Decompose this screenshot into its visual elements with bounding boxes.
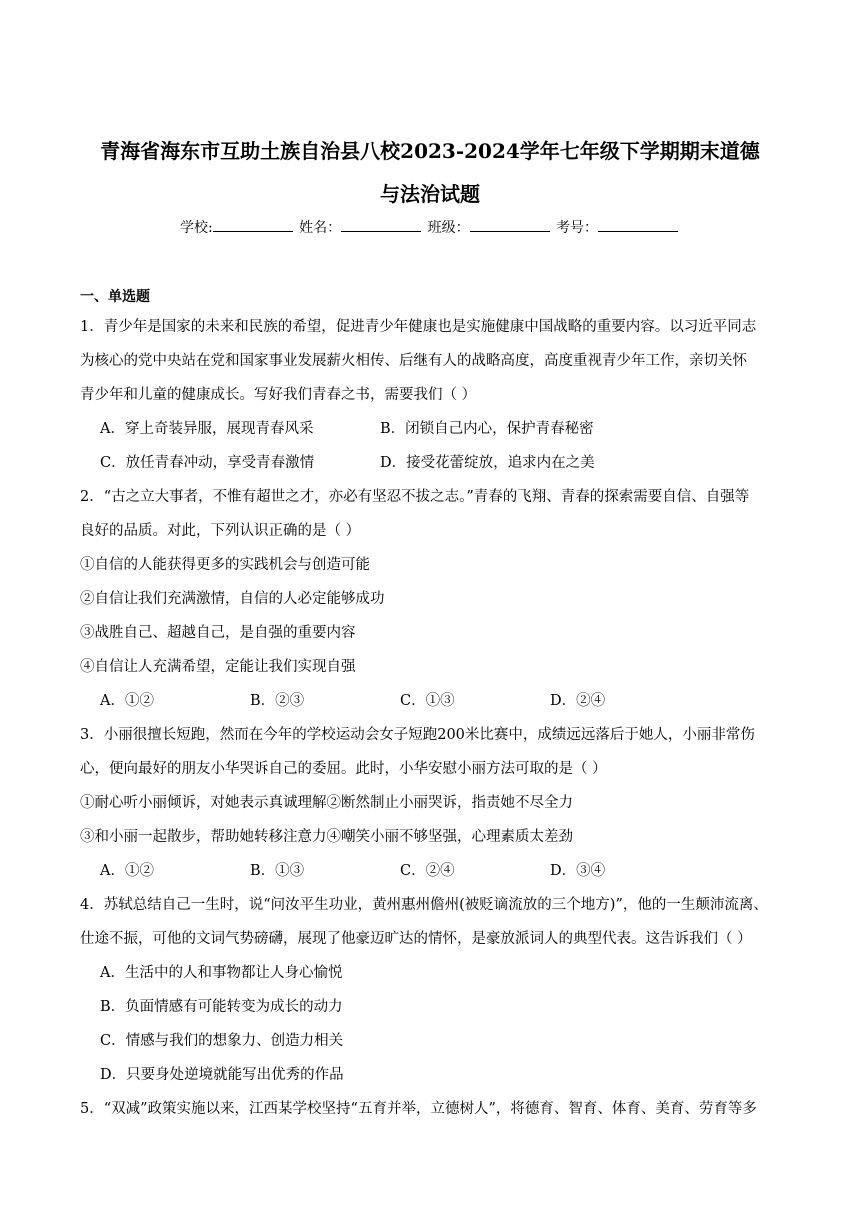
q2-text-line: 2．“古之立大事者，不惟有超世之才，亦必有坚忍不拔之志。”青春的飞翔、青春的探索需要自信、自强等 (80, 489, 750, 505)
student-info-row (0, 217, 860, 239)
q3-text-line: 3．小丽很擅长短跑，然而在今年的学校运动会女子短跑200米比赛中，成绩远远落后于她人，小丽非常伤 (80, 727, 755, 743)
school-label: 学校: (179, 220, 213, 236)
q2-option-b[interactable]: B．②③ (250, 693, 305, 709)
questions-body (80, 310, 780, 1126)
q1-text-line: 1．青少年是国家的未来和民族的希望，促进青少年健康也是实施健康中国战略的重要内容。以习近平同志 (80, 319, 757, 335)
q4-text-line: 仕途不振，可他的文词气势磅礴，展现了他豪迈旷达的情怀，是豪放派词人的典型代表。这告诉我们（ ） (80, 931, 752, 947)
exam-title-line1: 青海省海东市互助土族自治县八校2023-2024学年七年级下学期期末道德 (100, 139, 760, 163)
section-heading: 一、单选题 (80, 289, 150, 305)
q5-text-line: 5．“双减”政策实施以来，江西某学校坚持“五育并举，立德树人”，将德育、智育、体育、美育、劳育等多 (80, 1101, 757, 1117)
q2-text-line: 良好的品质。对此，下列认识正确的是（ ） (80, 523, 361, 539)
q2-option-d[interactable]: D．②④ (550, 693, 606, 709)
q4-option-b[interactable]: B．负面情感有可能转变为成长的动力 (100, 999, 343, 1015)
q4-text-line: 4．苏轼总结自己一生时，说“问汝平生功业，黄州惠州儋州(被贬谪流放的三个地方)”，他的一生颠沛流离、 (80, 897, 768, 913)
q2-statement: ④自信让人充满希望，定能让我们实现自强 (80, 659, 356, 675)
q3-option-c[interactable]: C．②④ (400, 863, 455, 879)
q1-text-line: 青少年和儿童的健康成长。写好我们青春之书，需要我们（ ） (80, 387, 477, 403)
q4-option-a[interactable]: A．生活中的人和事物都让人身心愉悦 (100, 965, 343, 981)
q1-option-b[interactable]: B．闭锁自己内心，保护青春秘密 (380, 421, 594, 437)
q3-text-line: 心，便向最好的朋友小华哭诉自己的委屈。此时，小华安慰小丽方法可取的是（ ） (80, 761, 607, 777)
q3-option-b[interactable]: B．①③ (250, 863, 305, 879)
q1-option-c[interactable]: C．放任青春冲动，享受青春激情 (100, 455, 315, 471)
q4-option-d[interactable]: D．只要身处逆境就能写出优秀的作品 (100, 1067, 344, 1083)
q3-statement: ①耐心听小丽倾诉，对她表示真诚理解②断然制止小丽哭诉，指责她不尽全力 (80, 795, 573, 811)
q3-options-row (80, 854, 780, 888)
q2-statement: ③战胜自己、超越自己，是自强的重要内容 (80, 625, 356, 641)
school-blank[interactable] (213, 217, 293, 232)
q1-option-a[interactable]: A．穿上奇装异服，展现青春风采 (100, 421, 314, 437)
q1-options-row-1 (80, 412, 780, 446)
exam-no-blank[interactable] (598, 217, 678, 232)
name-blank[interactable] (341, 217, 421, 232)
q2-options-row (80, 684, 780, 718)
q1-text-line: 为核心的党中央站在党和国家事业发展薪火相传、后继有人的战略高度，高度重视青少年工作，亲切关怀 (80, 353, 747, 369)
q3-option-a[interactable]: A．①② (100, 863, 154, 879)
q2-option-a[interactable]: A．①② (100, 693, 154, 709)
class-blank[interactable] (470, 217, 550, 232)
q3-option-d[interactable]: D．③④ (550, 863, 606, 879)
name-label: 姓名： (299, 220, 342, 236)
exam-no-label: 考号： (556, 220, 599, 236)
exam-title-line2: 与法治试题 (380, 182, 480, 206)
q1-option-d[interactable]: D．接受花蕾绽放，追求内在之美 (380, 455, 595, 471)
q1-options-row-2 (80, 446, 780, 480)
q4-option-c[interactable]: C．情感与我们的想象力、创造力相关 (100, 1033, 344, 1049)
q3-statement: ③和小丽一起散步，帮助她转移注意力④嘲笑小丽不够坚强，心理素质太差劲 (80, 829, 573, 845)
q2-option-c[interactable]: C．①③ (400, 693, 455, 709)
q2-statement: ①自信的人能获得更多的实践机会与创造可能 (80, 557, 370, 573)
class-label: 班级： (427, 220, 470, 236)
q2-statement: ②自信让我们充满激情，自信的人必定能够成功 (80, 591, 385, 607)
